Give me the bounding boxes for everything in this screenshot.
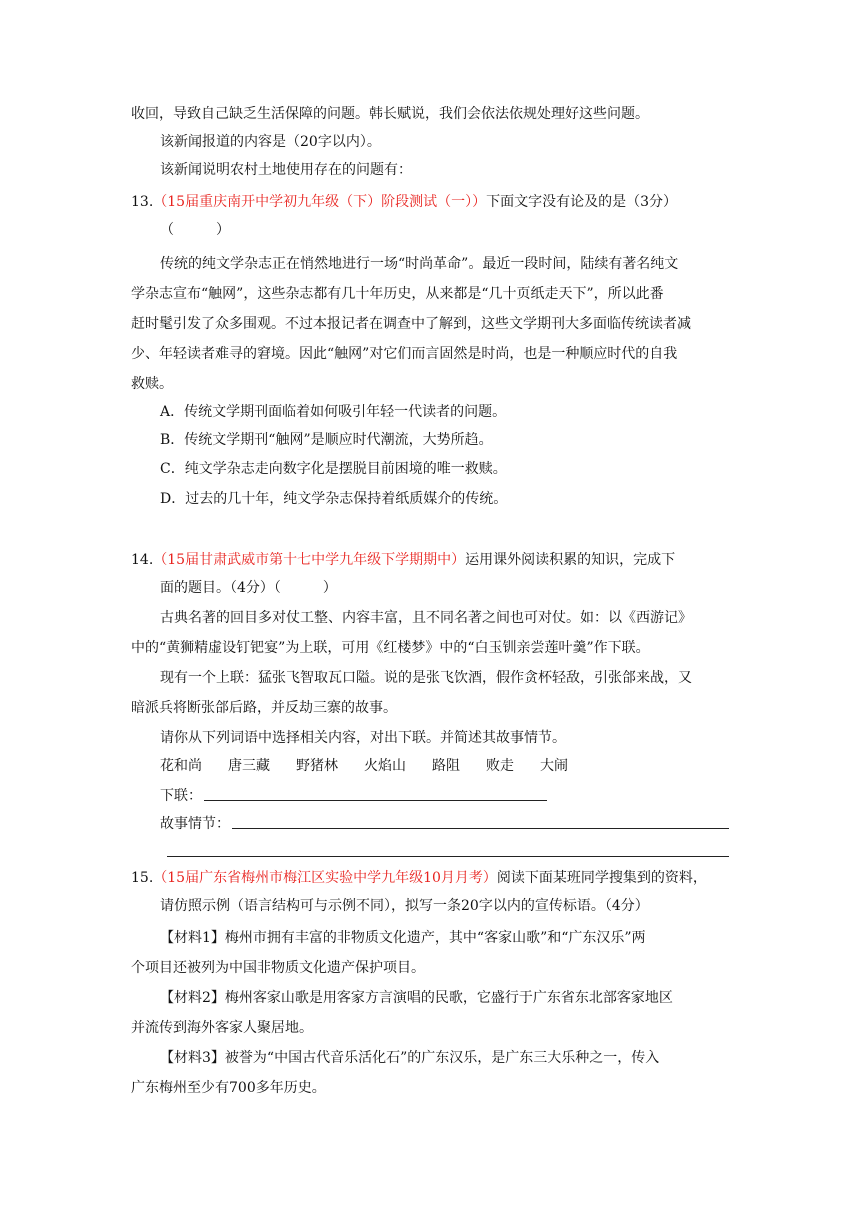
q14-word: 火焰山 xyxy=(364,758,406,774)
q14-passage-line: 古典名著的回目多对仗工整、内容丰富，且不同名著之间也可对仗。如：以《西游记》 xyxy=(160,610,692,626)
q14-source: （15届甘肃武威市第十七中学九年级下学期期中） xyxy=(153,552,466,568)
q14-word: 路阻 xyxy=(432,758,460,774)
q14-story-label: 故事情节： xyxy=(160,816,230,832)
material-text: 梅州市拥有丰富的非物质文化遗产，其中“客家山歌”和“广东汉乐”两 xyxy=(224,930,646,946)
q14-passage-line: 暗派兵将断张郃后路，并反劫三寨的故事。 xyxy=(131,700,397,716)
q15-number: 15. xyxy=(131,870,154,886)
material-label: 【材料3】 xyxy=(160,1050,225,1066)
q13-passage-line: 传统的纯文学杂志正在悄然地进行一场“时尚革命”。最近一段时间，陆续有著名纯文 xyxy=(160,256,679,272)
q14-word: 花和尚 xyxy=(160,758,202,774)
q14-instruction: 请你从下列词语中选择相关内容，对出下联。并简述其故事情节。 xyxy=(160,730,566,746)
q14-passage-line: 中的“黄狮精虚设钉钯宴”为上联，可用《红楼梦》中的“白玉钏亲尝莲叶羹”作下联。 xyxy=(131,640,650,656)
q15-material-3 xyxy=(160,1048,659,1068)
q13-passage-line: 救赎。 xyxy=(131,376,173,392)
q15-material-2 xyxy=(160,988,673,1008)
q14-lower-answer-line[interactable] xyxy=(204,800,547,801)
q15-source: （15届广东省梅州市梅江区实验中学九年级10月月考） xyxy=(153,870,497,886)
q14-number: 14. xyxy=(131,552,154,568)
q14-word: 大闹 xyxy=(540,758,568,774)
intro-line-1: 收回，导致自己缺乏生活保障的问题。韩长赋说，我们会依法依规处理好这些问题。 xyxy=(131,106,649,122)
q14-word: 败走 xyxy=(486,758,514,774)
q13-passage-line: 学杂志宣布“触网”，这些杂志都有几十年历史，从来都是“几十页纸走天下”，所以此番 xyxy=(131,286,664,302)
q13-number: 13. xyxy=(131,194,154,210)
q14-stem: 运用课外阅读积累的知识，完成下 xyxy=(465,552,676,568)
q13-answer-bracket: （ ） xyxy=(160,222,230,238)
material-text: 被誉为“中国古代音乐活化石”的广东汉乐，是广东三大乐种之一，传入 xyxy=(224,1050,660,1066)
intro-line-3: 该新闻说明农村土地使用存在的问题有： xyxy=(160,162,412,178)
q14-passage-line: 现有一个上联：猛张飞智取瓦口隘。说的是张飞饮酒，假作贪杯轻敌，引张郃来战，又 xyxy=(160,670,692,686)
q13-header xyxy=(131,192,677,212)
q14-story-answer-line-2[interactable] xyxy=(167,856,729,857)
q13-option-a: A．传统文学期刊面临着如何吸引年轻一代读者的问题。 xyxy=(160,404,507,420)
material-label: 【材料2】 xyxy=(160,990,225,1006)
q13-passage-line: 赶时髦引发了众多围观。不过本报记者在调查中了解到，这些文学期刊大多面临传统读者减 xyxy=(131,316,691,332)
q14-word: 唐三藏 xyxy=(228,758,270,774)
q15-header xyxy=(131,868,707,888)
material-text: 梅州客家山歌是用客家方言演唱的民歌，它盛行于广东省东北部客家地区 xyxy=(224,990,673,1006)
q13-stem: 下面文字没有论及的是（3分） xyxy=(486,194,678,210)
q15-material-2-cont: 并流传到海外客家人聚居地。 xyxy=(131,1020,313,1036)
intro-line-2: 该新闻报道的内容是（20字以内）。 xyxy=(160,134,381,150)
q15-stem-continued: 请仿照示例（语言结构可与示例不同），拟写一条20字以内的宣传标语。（4分） xyxy=(160,898,649,914)
q13-passage-line: 少、年轻读者难寻的窘境。因此“触网”对它们而言固然是时尚，也是一种顺应时代的自我 xyxy=(131,346,678,362)
q14-header xyxy=(131,550,675,570)
q14-word-list xyxy=(160,756,594,776)
q14-stem-continued: 面的题目。（4分）（ ） xyxy=(160,580,337,596)
q15-material-1-cont: 个项目还被列为中国非物质文化遗产保护项目。 xyxy=(131,960,425,976)
q13-source: （15届重庆南开中学初九年级（下）阶段测试（一）） xyxy=(153,194,487,210)
q13-option-d: D．过去的几十年，纯文学杂志保持着纸质媒介的传统。 xyxy=(160,491,508,507)
q15-material-3-cont: 广东梅州至少有700多年历史。 xyxy=(131,1080,326,1096)
q14-word: 野猪林 xyxy=(296,758,338,774)
q14-lower-label: 下联： xyxy=(160,788,202,804)
q15-material-1 xyxy=(160,928,646,948)
q13-option-b: B．传统文学期刊“触网”是顺应时代潮流，大势所趋。 xyxy=(160,432,493,448)
q13-option-c: C．纯文学杂志走向数字化是摆脱目前困境的唯一救赎。 xyxy=(160,461,507,477)
q14-story-answer-line[interactable] xyxy=(232,828,729,829)
material-label: 【材料1】 xyxy=(160,930,225,946)
q15-stem: 阅读下面某班同学搜集到的资料， xyxy=(496,870,707,886)
